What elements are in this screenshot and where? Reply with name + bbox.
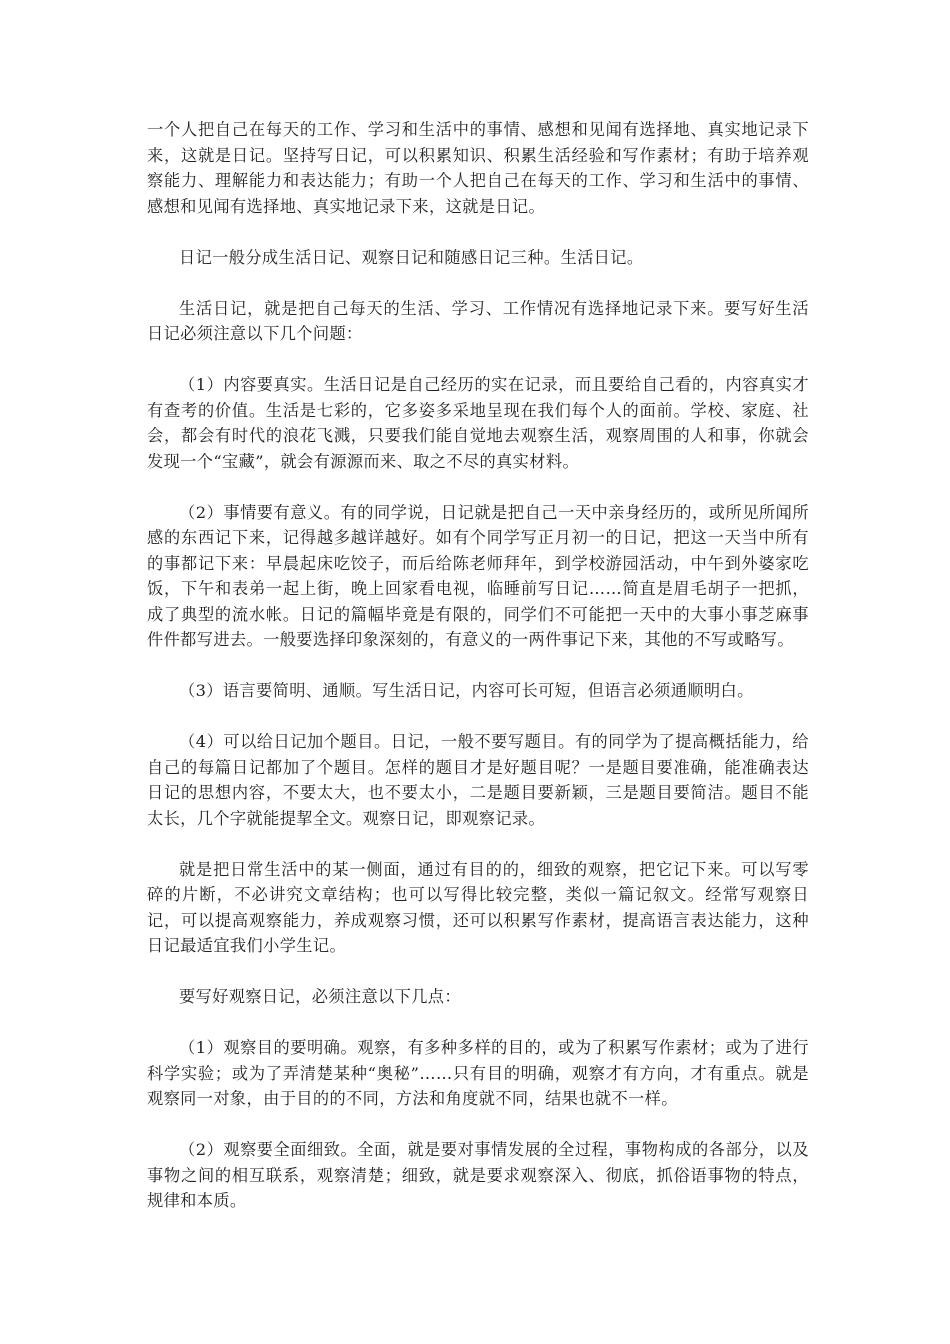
paragraph-life-diary: 生活日记，就是把自己每天的生活、学习、工作情况有选择地记录下来。要写好生活日记必须注意以下几个问题： bbox=[147, 298, 809, 343]
document-body bbox=[147, 117, 809, 1239]
paragraph-observation-diary: 就是把日常生活中的某一侧面，通过有目的的，细致的观察，把它记下来。可以写零碎的片断，不必讲究文章结构；也可以写得比较完整，类似一篇记叙文。经常写观察日记，可以提高观察能力，养成观察习惯，还可以积累写作素材，提高语言表达能力，这种日记最适宜我们小学生记。 bbox=[147, 859, 809, 955]
paragraph-observation-points-intro: 要写好观察日记，必须注意以下几点： bbox=[179, 987, 461, 1006]
paragraph-observation-point-1: （1）观察目的要明确。观察，有多种多样的目的，或为了积累写作素材；或为了进行科学实验；或为了弄清楚某种“奥秘”……只有目的明确，观察才有方向，才有重点。就是观察同一对象，由于目的的不同，方法和角度就不同，结果也就不一样。 bbox=[147, 1038, 809, 1108]
paragraph-intro: 一个人把自己在每天的工作、学习和生活中的事情、感想和见闻有选择地、真实地记录下来，这就是日记。坚持写日记，可以积累知识、积累生活经验和写作素材；有助于培养观察能力、理解能力和表达能力；有助一个人把自己在每天的工作、学习和生活中的事情、感想和见闻有选择地、真实地记录下来，这就是日记。 bbox=[147, 120, 809, 216]
paragraph-point-1-true-content: （1）内容要真实。生活日记是自己经历的实在记录，而且要给自己看的，内容真实才有查考的价值。生活是七彩的，它多姿多采地呈现在我们每个人的面前。学校、家庭、社会，都会有时代的浪花飞溅，只要我们能自觉地去观察生活，观察周围的人和事，你就会发现一个“宝藏”，就会有源源而来、取之不尽的真实材料。 bbox=[147, 375, 809, 471]
paragraph-point-3-language: （3）语言要简明、通顺。写生活日记，内容可长可短，但语言必须通顺明白。 bbox=[179, 681, 754, 700]
paragraph-diary-types: 日记一般分成生活日记、观察日记和随感日记三种。生活日记。 bbox=[179, 247, 644, 267]
paragraph-point-2-meaningful: （2）事情要有意义。有的同学说，日记就是把自己一天中亲身经历的，或所见所闻所感的东西记下来，记得越多越详越好。如有个同学写正月初一的日记，把这一天当中所有的事都记下来：早晨起床吃饺子，而后给陈老师拜年，到学校游园活动，中午到外婆家吃饭，下午和表弟一起上街，晚上回家看电视，临睡前写日记……简直是眉毛胡子一把抓，成了典型的流水帐。日记的篇幅毕竟是有限的，同学们不可能把一天中的大事小事芝麻事件件都写进去。一般要选择印象深刻的，有意义的一两件事记下来，其他的不写或略写。 bbox=[147, 502, 809, 649]
paragraph-observation-point-2: （2）观察要全面细致。全面，就是要对事情发展的全过程，事物构成的各部分，以及事物之间的相互联系，观察清楚；细致，就是要求观察深入、彻底，抓俗语事物的特点，规律和本质。 bbox=[147, 1140, 809, 1210]
paragraph-point-4-title: （4）可以给日记加个题目。日记，一般不要写题目。有的同学为了提高概括能力，给自己的每篇日记都加了个题目。怎样的题目才是好题目呢？一是题目要准确，能准确表达日记的思想内容，不要太大，也不要太小，二是题目要新颖，三是题目要简洁。题目不能太长，几个字就能提挈全文。观察日记，即观察记录。 bbox=[147, 732, 809, 828]
